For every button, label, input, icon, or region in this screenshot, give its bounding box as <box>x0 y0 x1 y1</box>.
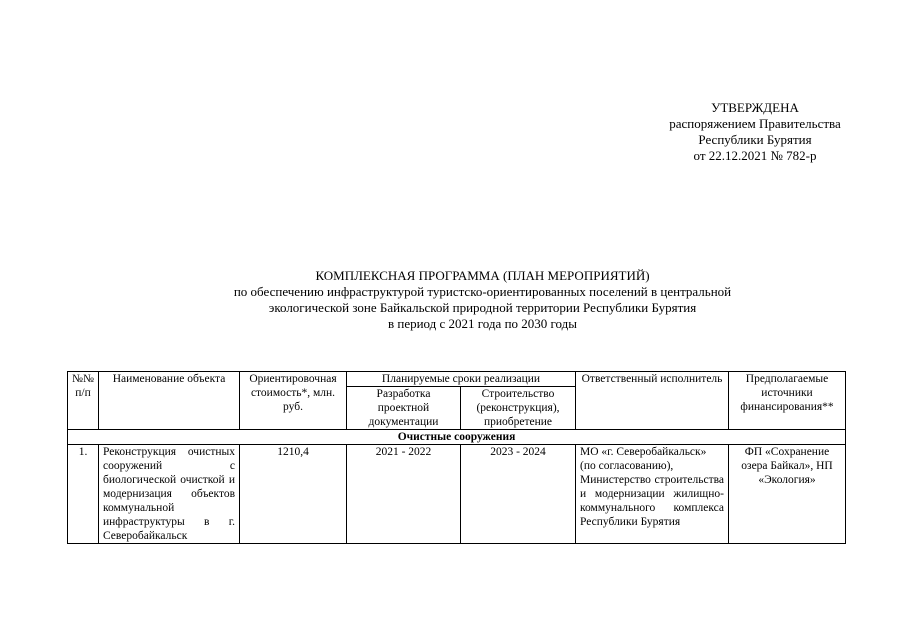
row-construction-period: 2023 - 2024 <box>461 445 576 544</box>
approval-line: распоряжением Правительства <box>669 116 841 131</box>
approval-line: УТВЕРЖДЕНА <box>711 100 799 115</box>
header-cost: Ориентировочная стоимость*, млн. руб. <box>240 372 347 430</box>
program-table <box>67 371 846 544</box>
header-terms: Планируемые сроки реализации <box>347 372 576 387</box>
document-title <box>0 268 905 332</box>
executor-line: Министерство строительства и модернизации жилищно-коммунального комплекса Республики Бурятия <box>580 474 725 528</box>
section-row <box>68 430 846 445</box>
row-development-period: 2021 - 2022 <box>347 445 461 544</box>
executor-line: МО «г. Северобайкальск» <box>580 446 707 458</box>
table-header-row <box>68 372 846 387</box>
executor-line: (по согласованию), <box>580 460 674 472</box>
table-row <box>68 445 846 544</box>
approval-block <box>600 100 905 164</box>
header-name: Наименование объекта <box>99 372 240 430</box>
header-construction: Строительство (реконструкция), приобретение <box>461 387 576 430</box>
row-executor <box>576 445 729 544</box>
header-development: Разработка проектной документации <box>347 387 461 430</box>
approval-date-line: от 22.12.2021 № 782-р <box>693 148 817 163</box>
header-num: №№ п/п <box>68 372 99 430</box>
approval-line: Республики Бурятия <box>698 132 812 147</box>
title-line: экологической зоне Байкальской природной территории Республики Бурятия <box>268 300 697 315</box>
title-line: в период с 2021 года по 2030 годы <box>387 316 578 331</box>
row-name: Реконструкция очистных сооружений с биологической очисткой и модернизация объектов коммунальной инфраструктуры в г. Северобайкальск <box>99 445 240 544</box>
row-num: 1. <box>68 445 99 544</box>
header-executor: Ответственный исполнитель <box>576 372 729 430</box>
section-title: Очистные сооружения <box>68 430 846 445</box>
row-cost: 1210,4 <box>240 445 347 544</box>
row-sources: ФП «Сохранение озера Байкал», НП «Экология» <box>729 445 846 544</box>
title-line: по обеспечению инфраструктурой туристско-ориентированных поселений в центральной <box>233 284 732 299</box>
title-line: КОМПЛЕКСНАЯ ПРОГРАММА (ПЛАН МЕРОПРИЯТИЙ) <box>315 268 650 283</box>
header-sources: Предполагаемые источники финансирования** <box>729 372 846 430</box>
